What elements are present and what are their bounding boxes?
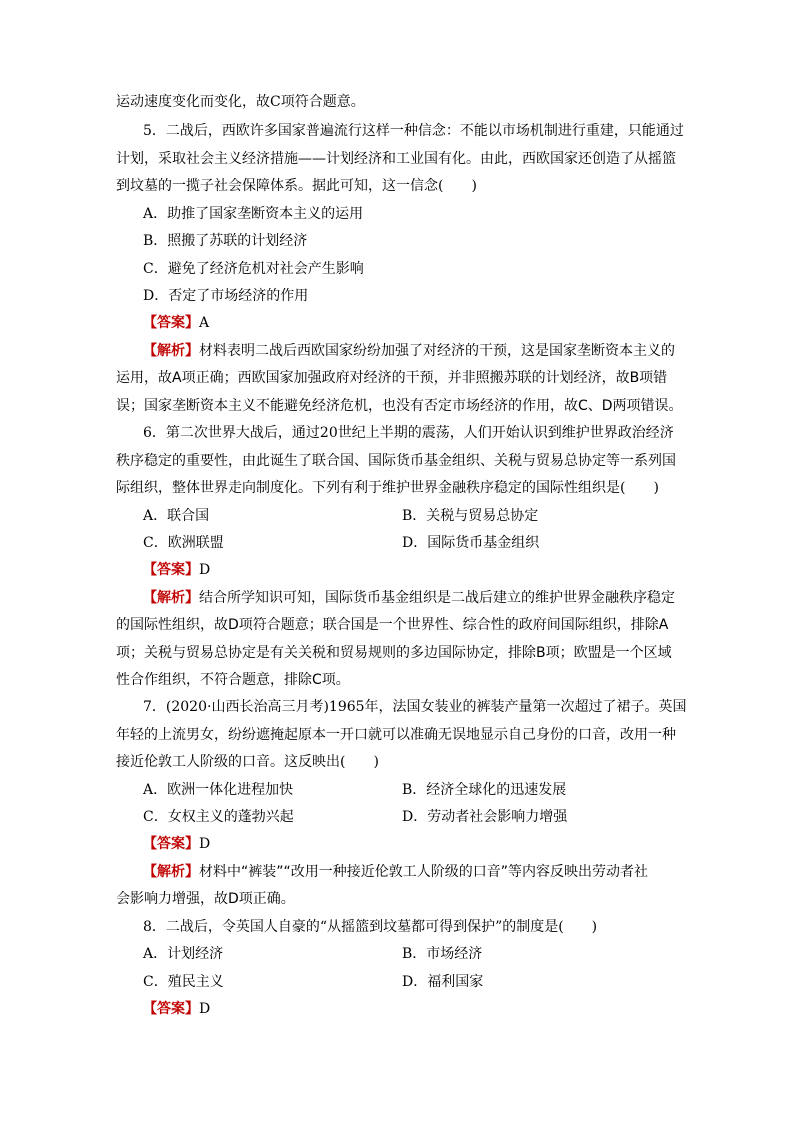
answer-line	[143, 313, 209, 333]
text-line: 际组织，整体世界走向制度化。下列有利于维护世界金融秩序稳定的国际性组织是( )	[116, 480, 659, 496]
text-line: 性合作组织，不符合题意，排除C项。	[116, 672, 350, 688]
option-d: D．福利国家	[402, 974, 484, 990]
text-line: 计划，采取社会主义经济措施——计划经济和工业国有化。由此，西欧国家还创造了从摇篮	[116, 151, 676, 167]
analysis-line	[143, 862, 648, 882]
analysis-tag: 【解析】	[143, 343, 199, 359]
answer-tag: 【答案】	[143, 562, 199, 578]
option-a: A．计划经济	[143, 946, 224, 962]
answer-value: D	[199, 562, 211, 578]
answer-line	[143, 560, 210, 580]
analysis-line	[143, 588, 675, 608]
answer-line	[143, 834, 210, 854]
analysis-tag: 【解析】	[143, 864, 199, 880]
text-line: 年轻的上流男女，纷纷遮掩起原本一开口就可以准确无误地显示自己身份的口音，改用一种	[116, 727, 676, 743]
option-c: C．女权主义的蓬勃兴起	[143, 809, 294, 825]
question-8-stem: 8．二战后，令英国人自豪的“从摇篮到坟墓都可得到保护”的制度是( )	[143, 919, 598, 935]
option-c: C．避免了经济危机对社会产生影响	[143, 261, 364, 277]
text-line: 运动速度变化而变化，故C项符合题意。	[116, 94, 365, 110]
option-a: A．欧洲一体化进程加快	[143, 782, 294, 798]
answer-line	[143, 999, 210, 1019]
analysis-text: 材料中“裤装”“改用一种接近伦敦工人阶级的口音”等内容反映出劳动者社	[199, 864, 649, 880]
answer-value: D	[199, 836, 211, 852]
question-7-stem: 7．(2020·山西长治高三月考)1965年，法国女装业的裤装产量第一次超过了裙子。英国	[143, 699, 687, 715]
analysis-text: 结合所学知识可知，国际货币基金组织是二战后建立的维护世界金融秩序稳定	[199, 590, 675, 606]
option-b: B．关税与贸易总协定	[402, 508, 539, 524]
option-a: A．助推了国家垄断资本主义的运用	[143, 206, 364, 222]
text-line: 会影响力增强，故D项正确。	[116, 891, 295, 907]
option-c: C．殖民主义	[143, 974, 224, 990]
text-line: 到坟墓的一揽子社会保障体系。据此可知，这一信念( )	[116, 178, 477, 194]
text-line: 项；关税与贸易总协定是有关关税和贸易规则的多边国际协定，排除B项；欧盟是一个区域	[116, 645, 672, 661]
option-b: B．经济全球化的迅速发展	[402, 782, 567, 798]
text-line: 秩序稳定的重要性，由此诞生了联合国、国际货币基金组织、关税与贸易总协定等一系列国	[116, 453, 676, 469]
answer-tag: 【答案】	[143, 1001, 199, 1017]
question-6-stem: 6．第二次世界大战后，通过20世纪上半期的震荡，人们开始认识到维护世界政治经济	[143, 425, 674, 441]
option-d: D．否定了市场经济的作用	[143, 288, 309, 304]
option-c: C．欧洲联盟	[143, 535, 224, 551]
text-line: 误；国家垄断资本主义不能避免经济危机，也没有否定市场经济的作用，故C、D两项错误。	[116, 398, 683, 414]
answer-tag: 【答案】	[143, 315, 199, 331]
answer-value: D	[199, 1001, 211, 1017]
answer-tag: 【答案】	[143, 836, 199, 852]
analysis-tag: 【解析】	[143, 590, 199, 606]
option-b: B．照搬了苏联的计划经济	[143, 233, 308, 249]
option-a: A．联合国	[143, 508, 210, 524]
text-line: 的国际性组织，故D项符合题意；联合国是一个世界性、综合性的政府间国际组织，排除A	[116, 617, 669, 633]
analysis-line	[143, 341, 675, 361]
question-5-stem: 5．二战后，西欧许多国家普遍流行这样一种信念：不能以市场机制进行重建，只能通过	[143, 123, 684, 139]
option-b: B．市场经济	[402, 946, 483, 962]
analysis-text: 材料表明二战后西欧国家纷纷加强了对经济的干预，这是国家垄断资本主义的	[199, 343, 675, 359]
text-line: 运用，故A项正确；西欧国家加强政府对经济的干预，并非照搬苏联的计划经济，故B项错	[116, 370, 668, 386]
answer-value: A	[199, 315, 210, 331]
text-line: 接近伦敦工人阶级的口音。这反映出( )	[116, 754, 379, 770]
option-d: D．劳动者社会影响力增强	[402, 809, 568, 825]
option-d: D．国际货币基金组织	[402, 535, 540, 551]
